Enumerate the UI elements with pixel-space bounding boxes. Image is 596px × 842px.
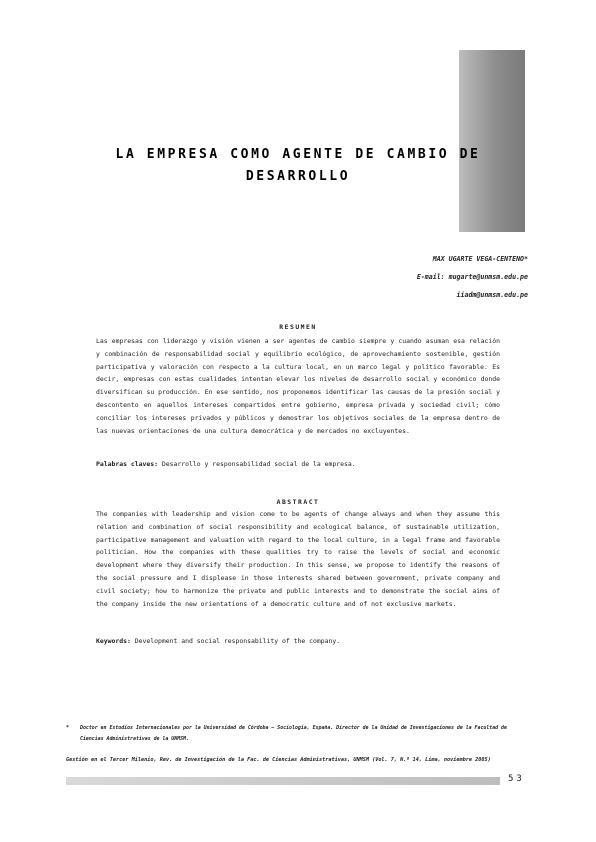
- journal-citation: Gestión en el Tercer Milenio, Rev. de Investigación de la Fac. de Ciencias Administrativas, UNMSM (Vol. 7, N.º 14, Lima, noviembre 2005): [66, 757, 491, 763]
- author-name: MAX UGARTE VEGA-CENTENO*: [432, 255, 528, 263]
- title-line-2: DESARROLLO: [245, 169, 351, 184]
- footer-gray-bar: [66, 777, 500, 785]
- author-footnote: [66, 723, 532, 745]
- decorative-gray-bar: [459, 50, 525, 232]
- article-title: [70, 144, 526, 188]
- abstract-keywords: [96, 637, 500, 645]
- keywords-label-en: Keywords:: [96, 637, 131, 645]
- title-line-1: LA EMPRESA COMO AGENTE DE CAMBIO DE: [115, 147, 481, 162]
- resumen-keywords: [96, 460, 500, 468]
- abstract-heading: ABSTRACT: [276, 498, 320, 506]
- page-number: 53: [508, 774, 525, 784]
- resumen-paragraph: Las empresas con liderazgo y visión vienen a ser agentes de cambio siempre y cuando asuman esa relación y combinación de responsabilidad social y equilibrio ecológico, de aprovechamiento sostenible, gestión participativa y valoración con respecto a la cultura local, en un marco legal y político favorable. Es decir, empresas con estas cualidades intentan elevar los niveles de desarrollo social y económico donde diversifican su producción. En ese sentido, nos proponemos identificar las causas de la presión social y descontento en aquellos intereses compartidos entre gobierno, empresa privada y sociedad civil; cómo conciliar los intereses privados y públicos y demostrar los objetivos sociales de la empresa dentro de las nuevas orientaciones de una cultura democrática y de mercados no excluyentes.: [96, 337, 500, 435]
- keywords-text-es: Desarrollo y responsabilidad social de la empresa.: [158, 460, 356, 468]
- resumen-heading: RESUMEN: [279, 323, 317, 331]
- footnote-text: Doctor en Estudios Internacionales por la Universidad de Córdoba – Sociología, España. Director de la Unidad de Investigaciones de la Facultad de Ciencias Administrativas de la UNMSM.: [80, 725, 507, 742]
- author-block: [417, 252, 528, 306]
- keywords-text-en: Development and social responsability of the company.: [130, 637, 341, 645]
- keywords-label-es: Palabras claves:: [96, 460, 159, 468]
- author-email: E-mail: mugarte@unmsm.edu.pe: [416, 273, 528, 281]
- footnote-mark: *: [66, 725, 69, 731]
- abstract-paragraph: The companies with leadership and vision come to be agents of change always and when they assume this relation and combination of social responsibility and ecological balance, of sustainable utilization, participative management and valuation with regard to the local culture, in a legal frame and favorable politician. How the companies with these qualities try to raise the levels of social and economic development where they diversify their production. In this sense, we propose to identify the reasons of the social pressure and I displease in those interests shared between government, private company and civil society; how to harmonize the private and public interests and to demonstrate the social aims of the company inside the new orientations of a democratic culture and of not exclusive markets.: [96, 510, 500, 608]
- author-email-secondary: iiadm@unmsm.edu.pe: [456, 291, 528, 299]
